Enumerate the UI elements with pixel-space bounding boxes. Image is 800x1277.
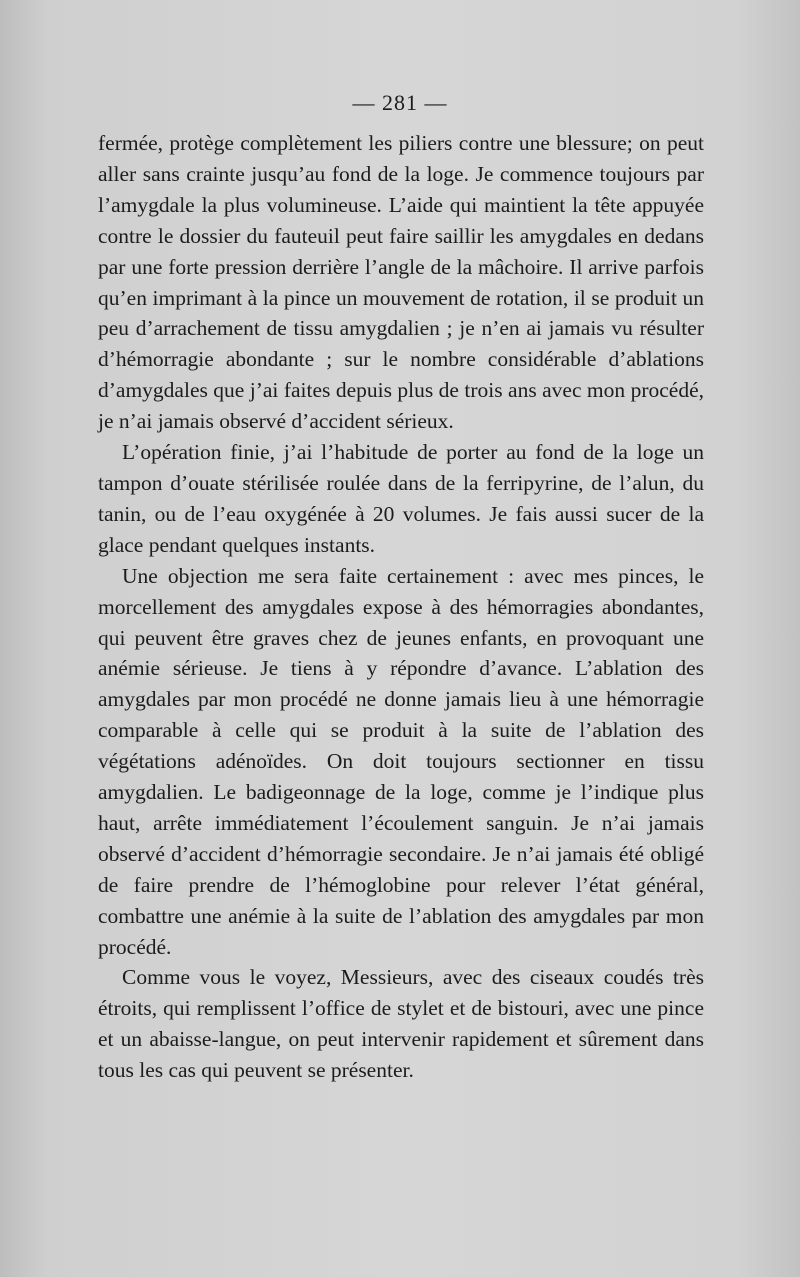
page-number: — 281 — <box>352 90 448 115</box>
paragraph-3: Une objection me sera faite certainement : avec mes pinces, le morcellement des amygdales expose à des hémorragies abondantes, qui peuvent être graves chez de jeunes enfants, en provoquant une anémie sérieuse. Je tiens à y répondre d’avance. L’ablation des amygdales par mon procédé ne donne jamais lieu à une hémorragie comparable à celle qui se produit à la suite de l’ablation des végétations adénoïdes. On doit toujours sectionner en tissu amygdalien. Le badigeonnage de la loge, comme je l’indique plus haut, arrête immédiatement l’écoulement sanguin. Je n’ai jamais observé d’accident d’hémorragie secondaire. Je n’ai jamais été obligé de faire prendre de l’hémoglobine pour relever l’état général, combattre une anémie à la suite de l’ablation des amygdales par mon procédé. <box>98 563 704 959</box>
paragraph-2: L’opération finie, j’ai l’habitude de porter au fond de la loge un tampon d’ouate stérilisée roulée dans de la ferripyrine, de l’alun, du tanin, ou de l’eau oxygénée à 20 volumes. Je fais aussi sucer de la glace pendant quelques instants. <box>98 440 704 557</box>
body-text <box>98 128 704 1086</box>
paragraph-4: Comme vous le voyez, Messieurs, avec des ciseaux coudés très étroits, qui remplissent l’office de stylet et de bistouri, avec une pince et un abaisse-langue, on peut intervenir rapidement et sûrement dans tous les cas qui peuvent se présenter. <box>98 965 704 1083</box>
paragraph-1: fermée, protège complètement les piliers contre une blessure; on peut aller sans crainte jusqu’au fond de la loge. Je commence toujours par l’amygdale la plus volumineuse. L’aide qui maintient la tête appuyée contre le dossier du fauteuil peut faire saillir les amygdales en dedans par une forte pression derrière l’angle de la mâchoire. Il arrive parfois qu’en imprimant à la pince un mouvement de rotation, il se produit un peu d’arrachement de tissu amygdalien ; je n’en ai jamais vu résulter d’hémorragie abondante ; sur le nombre considérable d’ablations d’amygdales que j’ai faites depuis plus de trois ans avec mon procédé, je n’ai jamais observé d’accident sérieux. <box>98 131 704 434</box>
